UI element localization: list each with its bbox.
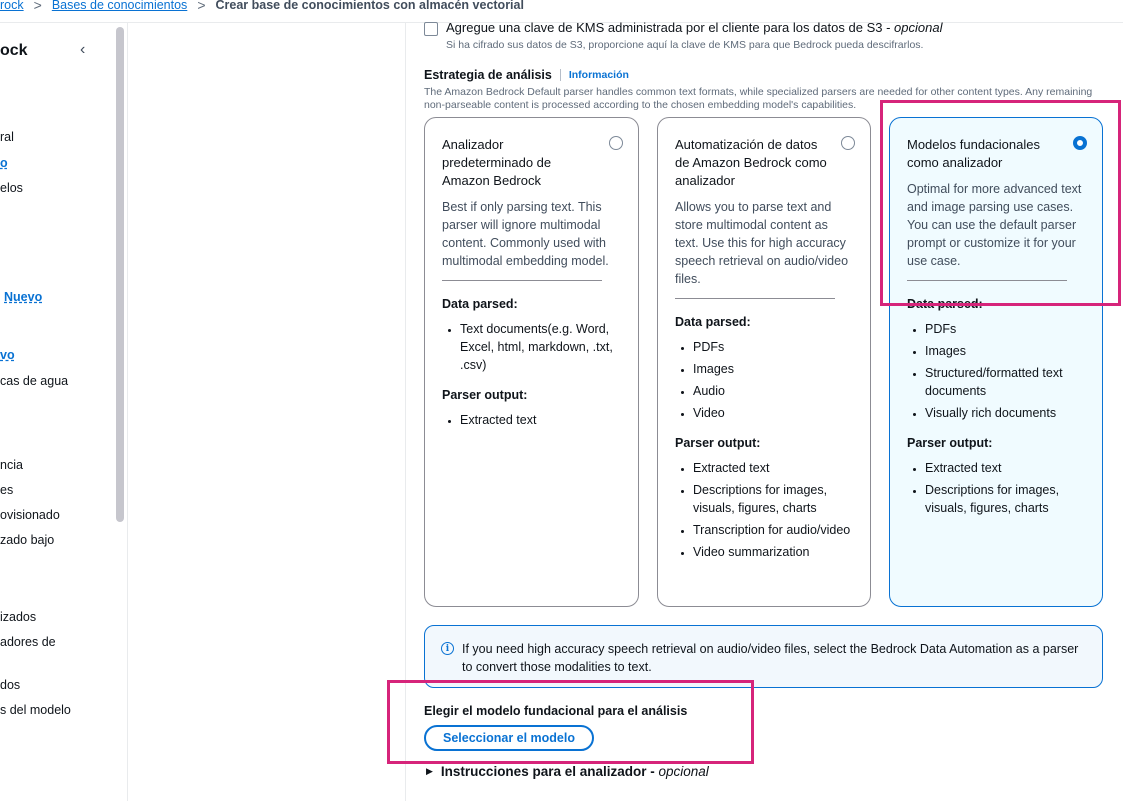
data-parsed-list — [442, 320, 621, 374]
list-item: • Visually rich documents — [925, 404, 1085, 422]
select-model-button[interactable]: Seleccionar el modelo — [424, 725, 594, 751]
kms-description: Si ha cifrado sus datos de S3, proporcione aquí la clave de KMS para que Bedrock pueda descifrarlos. — [446, 39, 924, 51]
list-item: • Audio — [693, 382, 853, 400]
card-title: Modelos fundacionales como analizador — [907, 137, 1040, 170]
parser-card-data-automation[interactable] — [657, 117, 871, 607]
list-item: • Structured/formatted text documents — [925, 364, 1085, 400]
sidebar-item[interactable]: adores de — [0, 635, 56, 649]
breadcrumb-current: Crear base de conocimientos con almacén vectorial — [215, 0, 524, 12]
kms-checkbox[interactable] — [424, 22, 438, 36]
data-parsed-label: Data parsed: — [907, 297, 983, 311]
list-item: • PDFs — [693, 338, 853, 356]
kms-label[interactable]: Agregue una clave de KMS administrada por el cliente para los datos de S3 - opcional — [446, 20, 943, 35]
chevron-right-icon: > — [197, 0, 206, 13]
sidebar-item[interactable]: ral — [0, 130, 14, 144]
highlight-box — [880, 100, 1121, 306]
list-item: • Descriptions for images, visuals, figures, charts — [693, 481, 853, 517]
data-parsed-list — [907, 320, 1085, 422]
breadcrumb-link-knowledge-bases[interactable]: Bases de conocimientos — [51, 0, 188, 12]
sidebar-item[interactable]: elos — [0, 181, 23, 195]
sidebar — [0, 22, 128, 801]
expander-label: Instrucciones para el analizador - opcional — [440, 764, 709, 779]
info-link[interactable]: Información — [560, 69, 629, 81]
info-icon: i — [441, 642, 454, 655]
sidebar-title: ock — [0, 42, 28, 59]
divider — [442, 280, 602, 281]
parser-output-label: Parser output: — [907, 436, 993, 450]
list-item: • Text documents(e.g. Word, Excel, html, markdown, .txt, .csv) — [460, 320, 621, 374]
info-alert — [424, 625, 1103, 688]
sidebar-item[interactable]: zado bajo — [0, 533, 55, 547]
list-item: • Transcription for audio/video — [693, 521, 853, 539]
sidebar-item-new-badge[interactable]: Nuevo — [4, 290, 43, 304]
data-parsed-list — [675, 338, 853, 422]
parser-output-label: Parser output: — [675, 436, 761, 450]
parser-card-default[interactable] — [424, 117, 639, 607]
parser-output-label: Parser output: — [442, 388, 528, 402]
breadcrumb-link-bedrock[interactable]: rock — [0, 0, 24, 12]
radio-button[interactable] — [609, 136, 623, 150]
data-parsed-label: Data parsed: — [675, 315, 751, 329]
sidebar-item[interactable]: dos — [0, 678, 21, 692]
parsing-strategy-description: The Amazon Bedrock Default parser handles common text formats, while specialized parsers are needed for other content types. Any remaining non-parseable content is processed according to the chosen embedding model's capabilities. — [424, 86, 1093, 111]
kms-option — [424, 20, 942, 36]
list-item: • Extracted text — [693, 459, 853, 477]
sidebar-item[interactable]: ncia — [0, 458, 23, 472]
foundation-model-label: Elegir el modelo fundacional para el análisis — [424, 704, 688, 718]
parsing-strategy-title: Estrategia de análisis — [424, 68, 552, 82]
highlight-box — [387, 680, 754, 764]
sidebar-item[interactable]: ovisionado — [0, 508, 60, 522]
card-description: Optimal for more advanced text and image parsing use cases. You can use the default parser prompt or customize it for your use case. — [907, 182, 1082, 268]
sidebar-item[interactable]: cas de agua — [0, 374, 69, 388]
data-parsed-label: Data parsed: — [442, 297, 518, 311]
list-item: • PDFs — [925, 320, 1085, 338]
list-item: • Video summarization — [693, 543, 853, 561]
breadcrumb — [0, 0, 524, 14]
sidebar-item-link[interactable]: o — [0, 156, 8, 170]
sidebar-item[interactable]: izados — [0, 610, 37, 624]
divider — [675, 298, 835, 299]
alert-text: If you need high accuracy speech retrieval on audio/video files, select the Bedrock Data Automation as a parser to convert those modalities to text. — [462, 642, 1079, 674]
parser-output-list — [907, 459, 1085, 517]
list-item: • Descriptions for images, visuals, figures, charts — [925, 481, 1085, 517]
parser-output-list — [442, 411, 621, 429]
card-description: Allows you to parse text and store multimodal content as text. Use this for high accuracy speech retrieval on audio/video files. — [675, 200, 849, 286]
card-title: Automatización de datos de Amazon Bedrock como analizador — [675, 137, 827, 188]
list-item: • Video — [693, 404, 853, 422]
list-item: • Extracted text — [460, 411, 621, 429]
card-title: Analizador predeterminado de Amazon Bedrock — [442, 137, 552, 188]
sidebar-scrollbar[interactable] — [116, 27, 124, 522]
list-item: • Extracted text — [925, 459, 1085, 477]
sidebar-item[interactable]: s del modelo — [0, 703, 71, 717]
card-description: Best if only parsing text. This parser will ignore multimodal content. Commonly used with multimodal embedding model. — [442, 200, 609, 268]
parser-instructions-expander[interactable] — [426, 764, 709, 779]
sidebar-item-link[interactable]: vo — [0, 348, 15, 362]
radio-button[interactable] — [841, 136, 855, 150]
list-item: • Images — [925, 342, 1085, 360]
list-item: • Images — [693, 360, 853, 378]
parser-output-list — [675, 459, 853, 561]
caret-right-icon: ▶ — [426, 766, 433, 776]
sidebar-item[interactable]: es — [0, 483, 14, 497]
parsing-strategy-heading — [424, 68, 629, 82]
chevron-right-icon: > — [33, 0, 42, 13]
chevron-left-icon[interactable]: ‹ — [80, 41, 86, 58]
